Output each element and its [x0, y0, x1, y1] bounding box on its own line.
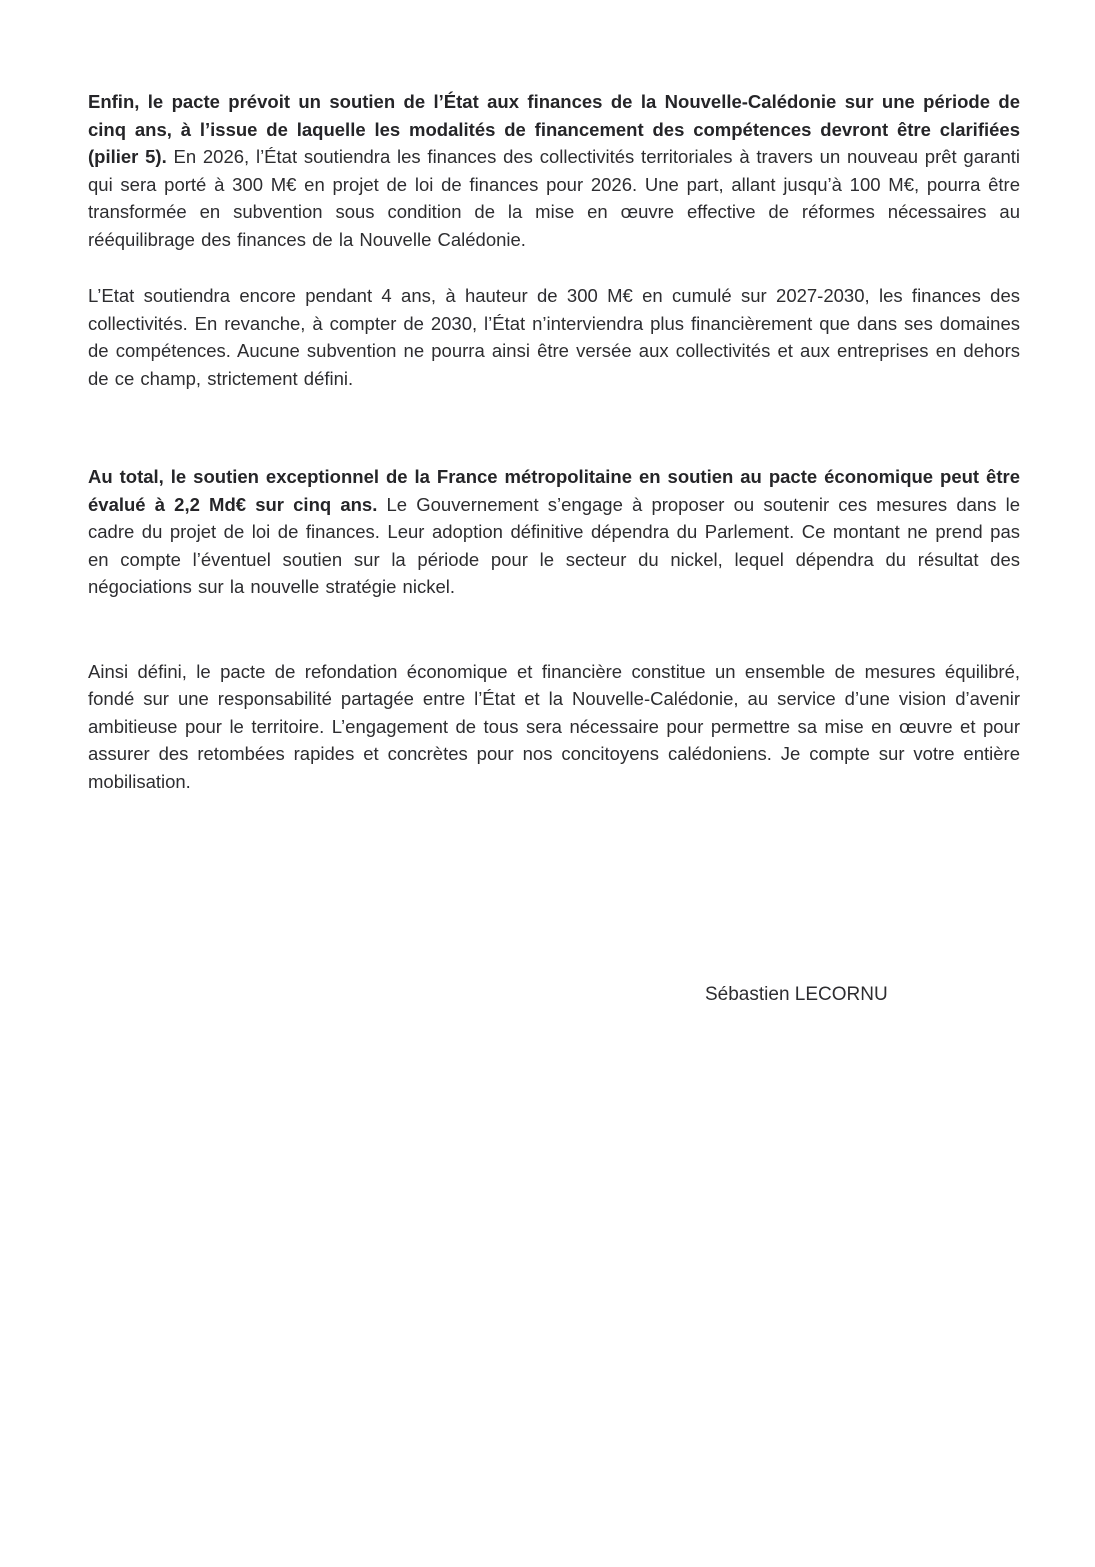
paragraph-soutien-finances: [88, 88, 1020, 253]
paragraph-conclusion: [88, 658, 1020, 796]
paragraph-soutien-2027-2030: [88, 282, 1020, 392]
paragraph-total-soutien-bold-lead: Au total, le soutien exceptionnel de la France métropolitaine en soutien au pacte économique peut être évalué à 2,2 Md€ sur cinq ans.: [88, 466, 1020, 515]
paragraph-total-soutien: [88, 463, 1020, 601]
paragraph-soutien-2027-2030-body: L’Etat soutiendra encore pendant 4 ans, à hauteur de 300 M€ en cumulé sur 2027-2030, les finances des collectivités. En revanche, à compter de 2030, l’État n’interviendra plus financièrement que dans ses domaines de compétences. Aucune subvention ne pourra ainsi être versée aux collectivités et aux entreprises en dehors de ce champ, strictement défini.: [88, 285, 1020, 389]
signature-name: Sébastien LECORNU: [705, 984, 888, 1005]
paragraph-conclusion-body: Ainsi défini, le pacte de refondation économique et financière constitue un ensemble de mesures équilibré, fondé sur une responsabilité partagée entre l’État et la Nouvelle-Calédonie, au service d’une vision d’avenir ambitieuse pour le territoire. L’engagement de tous sera nécessaire pour permettre sa mise en œuvre et pour assurer des retombées rapides et concrètes pour nos concitoyens calédoniens. Je compte sur votre entière mobilisation.: [88, 660, 1020, 792]
paragraph-total-soutien-body: Le Gouvernement s’engage à proposer ou soutenir ces mesures dans le cadre du projet de loi de finances. Leur adoption définitive dépendra du Parlement. Ce montant ne prend pas en compte l’éventuel soutien sur la période pour le secteur du nickel, lequel dépendra du résultat des négociations sur la nouvelle stratégie nickel.: [88, 493, 1021, 597]
paragraph-soutien-finances-bold-lead: Enfin, le pacte prévoit un soutien de l’État aux finances de la Nouvelle-Calédonie sur une période de cinq ans, à l’issue de laquelle les modalités de financement des compétences devront être clarifiées (pilier 5).: [88, 91, 1020, 167]
paragraph-soutien-finances-body: En 2026, l’État soutiendra les finances des collectivités territoriales à travers un nouveau prêt garanti qui sera porté à 300 M€ en projet de loi de finances pour 2026. Une part, allant jusqu’à 100 M€, pourra être transformée en subvention sous condition de la mise en œuvre effective de réformes nécessaires au rééquilibrage des finances de la Nouvelle Calédonie.: [88, 146, 1020, 250]
